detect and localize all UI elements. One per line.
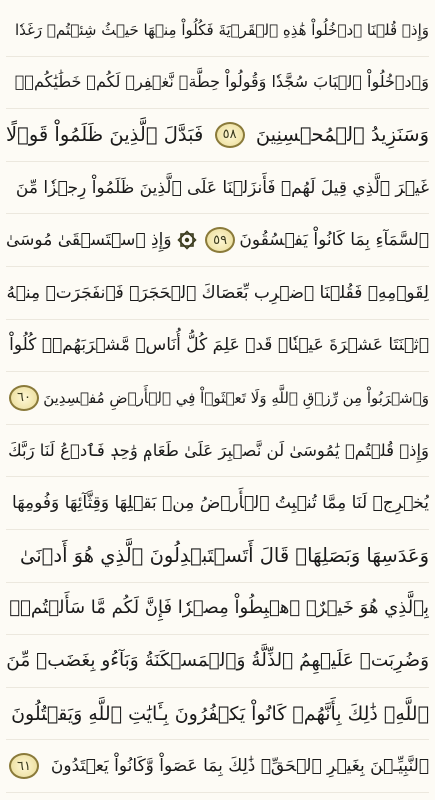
verse-line-10	[6, 477, 429, 530]
verse-text: لِقَوۡمِهِۦ فَقُلۡنَا ٱضۡرِب بِّعَصَاكَ ٱلۡحَجَرَۖ فَٱنفَجَرَتۡ مِنۡهُ	[6, 282, 429, 303]
verse-line-5	[6, 214, 429, 267]
verse-text: وَسَنَزِيدُ ٱلۡمُحۡسِنِينَ	[255, 122, 429, 146]
verse-line-4	[6, 162, 429, 215]
verse-text: وَإِذۡ قُلۡتُمۡ يَٰمُوسَىٰ لَن نَّصۡبِرَ عَلَىٰ طَعَامٖ وَٰحِدٖ فَٱدۡعُ لَنَا رَبَّكَ	[8, 440, 429, 460]
verse-text: بِٱلَّذِي هُوَ خَيۡرٌۚ ٱهۡبِطُواْ مِصۡرٗا فَإِنَّ لَكُم مَّا سَأَلۡتُمۡۗ	[9, 597, 429, 619]
verse-text: ٱللَّهِۗ ذَٰلِكَ بِأَنَّهُمۡ كَانُواْ يَكۡفُرُونَ بِـَٔايَٰتِ ٱللَّهِ وَيَقۡتُلُونَ	[11, 702, 429, 725]
verse-line-14	[6, 688, 429, 741]
verse-line-8	[6, 372, 429, 425]
verse-line-7	[6, 320, 429, 373]
verse-text: ٱثۡنَتَا عَشۡرَةَ عَيۡنٗاۖ قَدۡ عَلِمَ كُلُّ أُنَاسٖ مَّشۡرَبَهُمۡۖ كُلُواْ	[9, 335, 429, 356]
verse-line-13	[6, 635, 429, 688]
verse-text: وَإِذِ ٱسۡتَسۡقَىٰ مُوسَىٰ	[6, 230, 172, 251]
verse-line-2	[6, 57, 429, 110]
verse-text: وَإِذۡ قُلۡنَا ٱدۡخُلُواْ هَٰذِهِ ٱلۡقَرۡيَةَ فَكُلُواْ مِنۡهَا حَيۡثُ شِئۡتُمۡ رَغَدٗا	[14, 20, 429, 39]
verse-text: ٱلنَّبِيِّـۧنَ بِغَيۡرِ ٱلۡحَقِّۗ ذَٰلِكَ بِمَا عَصَواْ وَّكَانُواْ يَعۡتَدُونَ	[50, 756, 429, 777]
verse-line-1	[6, 4, 429, 57]
verse-text: وَضُرِبَتۡ عَلَيۡهِمُ ٱلذِّلَّةُ وَٱلۡمَسۡكَنَةُ وَبَآءُو بِغَضَبٖ مِّنَ	[6, 649, 429, 671]
verse-line-12	[6, 583, 429, 636]
verse-line-11	[6, 530, 429, 583]
verse-text: ٱلسَّمَآءِ بِمَا كَانُواْ يَفۡسُقُونَ	[239, 230, 429, 251]
verse-text: وَٱشۡرَبُواْ مِن رِّزۡقِ ٱللَّهِ وَلَا تَعۡثَوۡاْ فِي ٱلۡأَرۡضِ مُفۡسِدِينَ	[43, 388, 429, 407]
rub-el-hizb-icon	[177, 230, 197, 250]
verse-text: يُخۡرِجۡ لَنَا مِمَّا تُنۢبِتُ ٱلۡأَرۡضُ مِنۢ بَقۡلِهَا وَقِثَّآئِهَا وَفُومِهَا	[12, 493, 429, 514]
verse-line-3	[6, 109, 429, 162]
verse-text: وَعَدَسِهَا وَبَصَلِهَاۖ قَالَ أَتَسۡتَبۡدِلُونَ ٱلَّذِي هُوَ أَدۡنَىٰ	[20, 543, 429, 567]
verse-text: فَبَدَّلَ ٱلَّذِينَ ظَلَمُواْ قَوۡلًا	[6, 122, 204, 146]
verse-line-15	[6, 740, 429, 793]
ayah-number-marker: ٥٨	[215, 122, 245, 148]
verse-text: غَيۡرَ ٱلَّذِي قِيلَ لَهُمۡ فَأَنزَلۡنَا عَلَى ٱلَّذِينَ ظَلَمُواْ رِجۡزٗا مِّنَ	[15, 177, 429, 198]
ayah-number-marker: ٥٩	[205, 227, 235, 253]
verse-line-9	[6, 425, 429, 478]
verse-text: وَٱدۡخُلُواْ ٱلۡبَابَ سُجَّدٗا وَقُولُواْ حِطَّةٞ نَّغۡفِرۡ لَكُمۡ خَطَٰيَٰكُمۡۚ	[14, 72, 429, 92]
ayah-number-marker: ٦٠	[9, 385, 39, 411]
verse-line-6	[6, 267, 429, 320]
ayah-number-marker: ٦١	[9, 753, 39, 779]
